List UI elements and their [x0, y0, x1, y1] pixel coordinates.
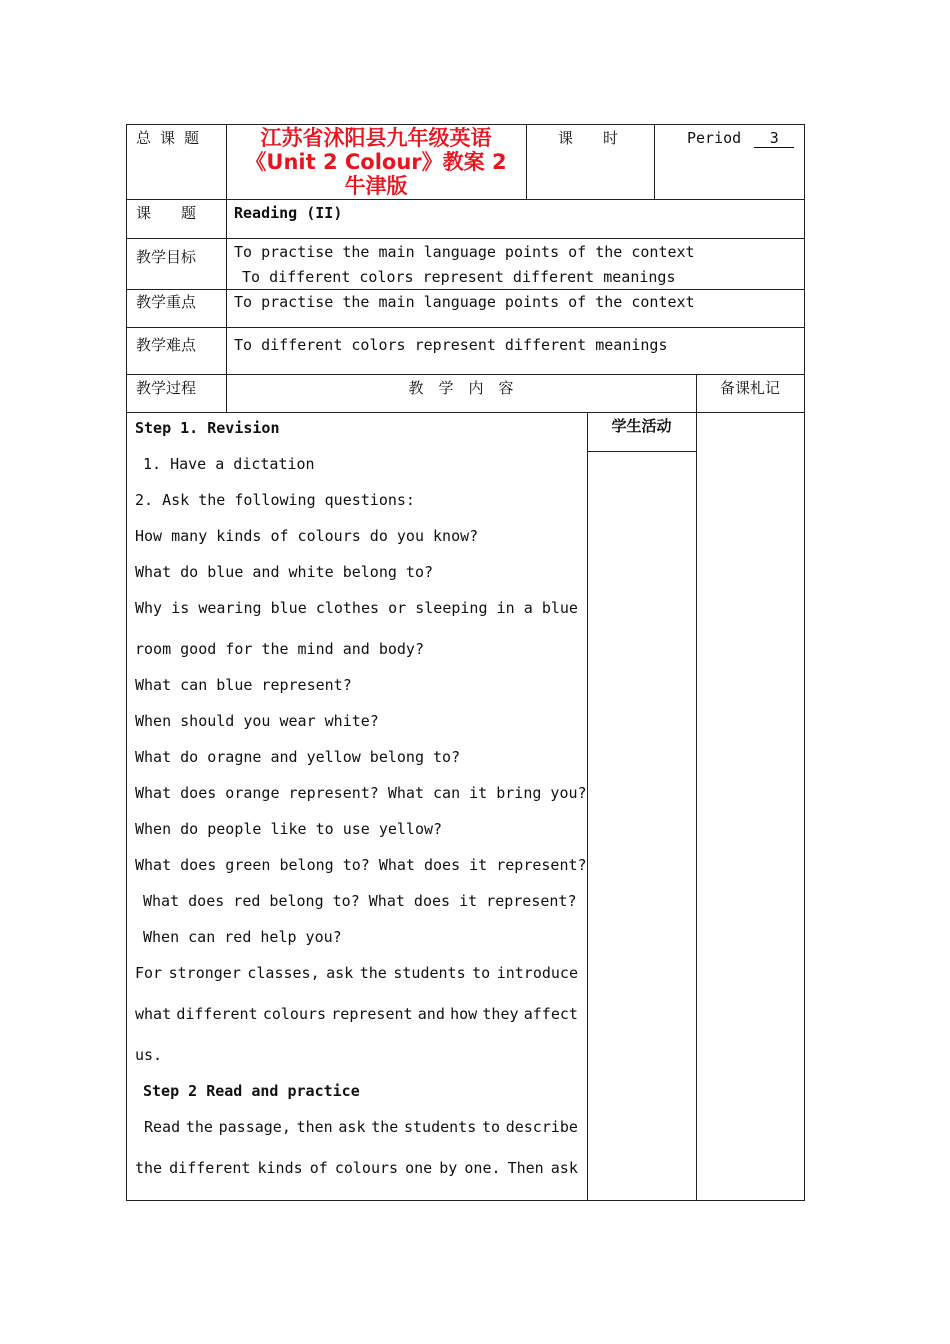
- header-divider-b: [654, 124, 655, 200]
- table-row-divider-4: [126, 327, 805, 328]
- paragraph-2-line-1: [144, 1118, 578, 1136]
- paragraph-1-line-1: [135, 964, 578, 982]
- word: wearing: [198, 599, 262, 617]
- word: stronger: [168, 964, 241, 982]
- table-row-divider-3: [126, 289, 805, 290]
- period-value: [687, 131, 794, 148]
- question-7: What does orange represent? What can it bring you?: [135, 784, 587, 802]
- word: sleeping: [415, 599, 488, 617]
- word: then: [296, 1118, 333, 1136]
- lesson-title-line-1: 江苏省沭阳县九年级英语: [260, 126, 492, 150]
- header-divider-a: [526, 124, 527, 200]
- word: classes,: [247, 964, 320, 982]
- word: of: [309, 1159, 328, 1177]
- word: in: [496, 599, 515, 617]
- difficulties-value: To different colors represent different meanings: [234, 336, 668, 354]
- word: kinds: [257, 1159, 303, 1177]
- period-number: 3: [754, 131, 794, 148]
- word: students: [393, 964, 466, 982]
- question-1: How many kinds of colours do you know?: [135, 527, 479, 545]
- word: blue: [541, 599, 578, 617]
- word: how: [450, 1005, 478, 1023]
- table-border-left: [126, 124, 127, 1201]
- paragraph-1-line-3: us.: [135, 1046, 163, 1064]
- paragraph-1-line-2: [135, 1005, 578, 1023]
- key-points-label: 教学重点: [136, 293, 197, 311]
- lesson-title: [226, 126, 526, 198]
- word: ask: [338, 1118, 366, 1136]
- question-8: When do people like to use yellow?: [135, 820, 443, 838]
- question-2: What do blue and white belong to?: [135, 563, 434, 581]
- word: to: [481, 1118, 501, 1136]
- question-3-line-2: room good for the mind and body?: [135, 640, 424, 658]
- word: ask: [550, 1159, 578, 1177]
- notes-label: 备课札记: [719, 379, 780, 397]
- word: Why: [135, 599, 163, 617]
- word: is: [171, 599, 190, 617]
- word: describe: [505, 1118, 578, 1136]
- objectives-line-2: To different colors represent different meanings: [242, 268, 676, 286]
- word: represent: [331, 1005, 413, 1023]
- question-5: When should you wear white?: [135, 712, 379, 730]
- word: or: [388, 599, 407, 617]
- word: what: [135, 1005, 172, 1023]
- table-border-bottom: [126, 1200, 805, 1201]
- notes-column-divider: [696, 374, 697, 1201]
- word: the: [359, 964, 387, 982]
- general-topic-label: 总 课 题: [136, 129, 200, 147]
- word: Then: [507, 1159, 544, 1177]
- word: one.: [464, 1159, 501, 1177]
- word: colours: [334, 1159, 399, 1177]
- word: the: [135, 1159, 163, 1177]
- table-row-divider-5: [126, 374, 805, 375]
- word: ask: [326, 964, 354, 982]
- student-activity-divider: [587, 451, 696, 452]
- key-points-value: To practise the main language points of the context: [234, 293, 695, 311]
- word: one: [405, 1159, 433, 1177]
- question-6: What do oragne and yellow belong to?: [135, 748, 461, 766]
- word: by: [439, 1159, 458, 1177]
- word: passage,: [218, 1118, 291, 1136]
- word: a: [523, 599, 533, 617]
- item-dictation: 1. Have a dictation: [143, 455, 315, 473]
- objectives-line-1: To practise the main language points of the context: [234, 243, 695, 261]
- difficulties-label: 教学难点: [136, 336, 197, 354]
- word: they: [482, 1005, 519, 1023]
- table-row-divider-6: [126, 412, 805, 413]
- word: affect: [523, 1005, 578, 1023]
- word: and: [417, 1005, 445, 1023]
- objectives-label: 教学目标: [136, 248, 197, 266]
- lesson-title-line-3: 牛津版: [344, 174, 408, 198]
- question-10: What does red belong to? What does it represent?: [143, 892, 577, 910]
- topic-value: Reading (II): [234, 204, 343, 222]
- word: to: [472, 964, 491, 982]
- student-activity-label: 学生活动: [611, 417, 672, 435]
- word: Read: [144, 1118, 181, 1136]
- content-label: 教 学 内 容: [408, 379, 514, 397]
- activity-column-divider: [587, 412, 588, 1201]
- word: the: [185, 1118, 213, 1136]
- period-label: 课 时: [558, 129, 619, 147]
- step-1-heading: Step 1. Revision: [135, 419, 280, 437]
- word: different: [176, 1005, 258, 1023]
- question-3-line-1: [135, 599, 578, 617]
- table-row-divider-1: [126, 199, 805, 200]
- word: the: [371, 1118, 399, 1136]
- word: For: [135, 964, 163, 982]
- word: students: [404, 1118, 477, 1136]
- step-2-heading: Step 2 Read and practice: [143, 1082, 360, 1100]
- word: blue: [270, 599, 307, 617]
- question-11: When can red help you?: [143, 928, 342, 946]
- period-prefix: Period: [687, 129, 742, 147]
- process-label: 教学过程: [136, 379, 197, 397]
- paragraph-2-line-2: [135, 1159, 578, 1177]
- lesson-title-line-2: 《Unit 2 Colour》教案 2: [245, 150, 507, 174]
- word: clothes: [315, 599, 380, 617]
- table-border-top: [126, 124, 805, 125]
- word: different: [169, 1159, 251, 1177]
- topic-label: 课 题: [136, 204, 197, 222]
- word: introduce: [496, 964, 578, 982]
- question-4: What can blue represent?: [135, 676, 352, 694]
- question-9: What does green belong to? What does it represent?: [135, 856, 587, 874]
- word: colours: [262, 1005, 327, 1023]
- table-border-right: [804, 124, 805, 1201]
- item-questions: 2. Ask the following questions:: [135, 491, 415, 509]
- table-row-divider-2: [126, 238, 805, 239]
